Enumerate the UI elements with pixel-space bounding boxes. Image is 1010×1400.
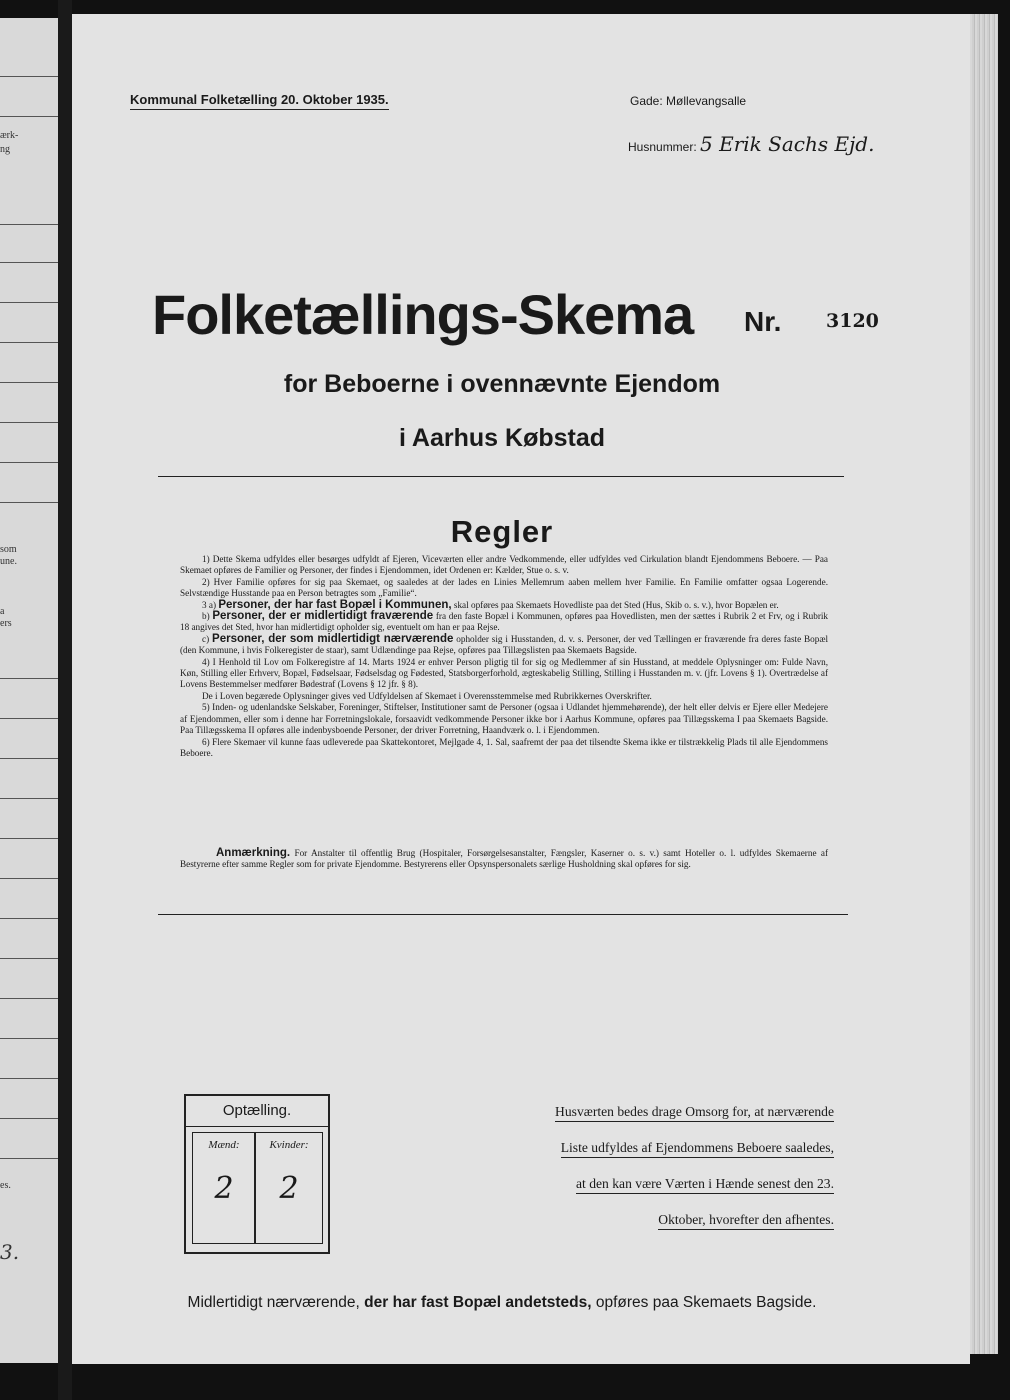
footer-note: Midlertidigt nærværende, der har fast Bopæl andetsteds, opføres paa Skemaets Bagside. [187,1294,817,1311]
left-page-fragment: ærk- [0,130,19,141]
maend-label: Mænd: [208,1139,240,1151]
book-gutter [58,0,72,1400]
husnummer-field [628,132,874,156]
rule-3b: b) Personer, der er midlertidigt fraværende fra den faste Bopæl i Kommunen, opføres paa Hovedlisten, men der sættes i Rubrik 2 et Frv, og i Rubrik 18 angives det Sted, hvor han midlertidigt opholder sig, eventuelt om han er paa Rejse. [180,610,829,633]
form-number: 3120 [826,310,879,332]
divider [158,914,848,915]
left-page-fragment: a [0,606,5,617]
anmaerkning-label: Anmærkning. [216,847,291,859]
rules-text [180,554,828,759]
ruled-line [0,918,58,919]
left-page-fragment: ers [0,618,12,629]
form-city: i Aarhus Købstad [398,424,606,452]
left-page-edge [0,18,59,1363]
kvinder-count: 2 [279,1171,299,1206]
ruled-line [0,1118,58,1119]
anmaerkning-note [180,848,828,871]
rules-heading: Regler [450,514,554,549]
form-title: Folketællings-Skema [152,283,694,346]
notice-line: Husværten bedes drage Omsorg for, at nærværende [555,1104,834,1122]
left-page-fragment: es. [0,1180,11,1191]
ruled-line [0,878,58,879]
left-page-fragment: som [0,544,17,555]
ruled-line [0,1038,58,1039]
optaelling-title: Optælling. [186,1096,328,1127]
divider [158,476,844,477]
ruled-line [0,262,58,263]
ruled-line [0,76,58,77]
anmaerkning-text: For Anstalter til offentlig Brug (Hospitaler, Forsørgelsesanstalter, Fængsler, Kaserner o. s. v.) samt Hoteller o. l. udfyldes Skemaerne af Bestyrerne efter samme Regler som for private Ejendomme. Bestyrerens eller Opsynspersonalets særlige Husholdning skal opføres for sig. [180,848,828,870]
rule-6: 6) Flere Skemaer vil kunne faas udleverede paa Skattekontoret, Mejlgade 4, 1. Sal, saafremt der paa det tilsendte Skema ikke er tilstrækkelig Plads til alle Ejendommens Beboere. [180,736,828,758]
rule-3c: c) Personer, der som midlertidigt nærværende opholder sig i Husstanden, d. v. s. Personer, der ved Tællingen er fraværende fra deres faste Bopæl (den Kommune, i hvis Folkeregister de staar), samt Udlændinge paa Rejse, opføres paa Tillægslisten paa Skemaets Bagside. [180,632,829,656]
nr-label: Nr. [744,306,782,337]
ruled-line [0,502,58,503]
notice-line: Oktober, hvorefter den afhentes. [658,1212,834,1230]
ruled-line [0,838,58,839]
ruled-line [0,958,58,959]
maend-column [192,1132,256,1244]
ruled-line [0,718,58,719]
rule-3a: 3 a) Personer, der har fast Bopæl i Kommunen, skal opføres paa Skemaets Hovedliste paa det Sted (Hus, Skib o. s. v.), hvor Bopælen er. [202,598,779,611]
census-header: Kommunal Folketælling 20. Oktober 1935. [130,92,389,110]
ruled-line [0,224,58,225]
kvinder-label: Kvinder: [269,1139,309,1151]
left-page-fragment: 3. [0,1240,20,1264]
ruled-line [0,998,58,999]
ruled-line [0,1078,58,1079]
ruled-line [0,342,58,343]
ruled-line [0,678,58,679]
maend-count: 2 [214,1171,234,1206]
husnummer-label: Husnummer: [628,140,697,154]
notice-line: Liste udfyldes af Ejendommens Beboere saaledes, [561,1140,834,1158]
ruled-line [0,462,58,463]
ruled-line [0,382,58,383]
kvinder-column [254,1132,323,1244]
landlord-notice [480,1100,834,1244]
ruled-line [0,798,58,799]
left-page-fragment: ng [0,144,10,155]
ruled-line [0,1158,58,1159]
left-page-fragment: une. [0,556,17,567]
form-subtitle: for Beboerne i ovennævnte Ejendom [283,370,721,398]
ruled-line [0,422,58,423]
notice-line: at den kan være Værten i Hænde senest den 23. [576,1176,834,1194]
rule-4b: De i Loven begærede Oplysninger gives ved Udfyldelsen af Skemaet i Overensstemmelse med Rubrikkernes Overskrifter. [202,690,652,701]
gade-label: Gade: [630,94,663,108]
rule-2: 2) Hver Familie opføres for sig paa Skemaet, og saaledes at der lades en Linies Mellemrum aaben mellem hver Familie. En Familie omfatter ogsaa Logerende. Selvstændige Husstande paa en Person betragtes som „Familie“. [180,576,828,599]
census-form-page [72,14,970,1364]
ruled-line [0,302,58,303]
rule-4: 4) I Henhold til Lov om Folkeregistre af 14. Marts 1924 er enhver Person pligtig til for sig og Medlemmer af sin Husstand, at meddele Oplysninger om: Fulde Navn, Køn, Stilling eller Erhverv, Bopæl, Fødselsaar, Fødselsdag og Fødested, Statsborgerforhold, ægteskabelig Stilling, Stilling i Husstanden m. v. (jfr. Lovens § 1). Overtrædelse af Lovens Bestemmelser medfører Bødestraf (Lovens § 12 jfr. § 8). [180,656,828,690]
gade-field [630,94,746,108]
ruled-line [0,758,58,759]
rule-5: 5) Inden- og udenlandske Selskaber, Foreninger, Stiftelser, Institutioner samt de Personer (ogsaa i Udlandet hjemmehørende), der helt eller delvis er Ejere eller Medejere af Ejendommen, eller som i denne har Forretningslokale, forsaavidt vedkommende Personer ikke bor i Aarhus Kommune, opføres paa Tillægsskema I paa Skemaets Bagside. Paa Tillægsskema II opføres alle indenbysboende Personer, der driver Forretning, Haandværk o. l. i Ejendommen. [180,702,828,736]
husnummer-value: 5 Erik Sachs Ejd. [700,132,875,156]
ruled-line [0,116,58,117]
gade-value: Møllevangsalle [666,94,747,108]
optaelling-box [184,1094,330,1254]
rule-1: 1) Dette Skema udfyldes eller besørges udfyldt af Ejeren, Viceværten eller andre Vedkommende, eller udfyldes ved Cirkulation blandt Ejendommens Beboere. — Paa Skemaet opføres de Familier og Personer, der findes i Ejendommen, idet Ordenen er: Kælder, Stue o. s. v. [180,554,828,576]
